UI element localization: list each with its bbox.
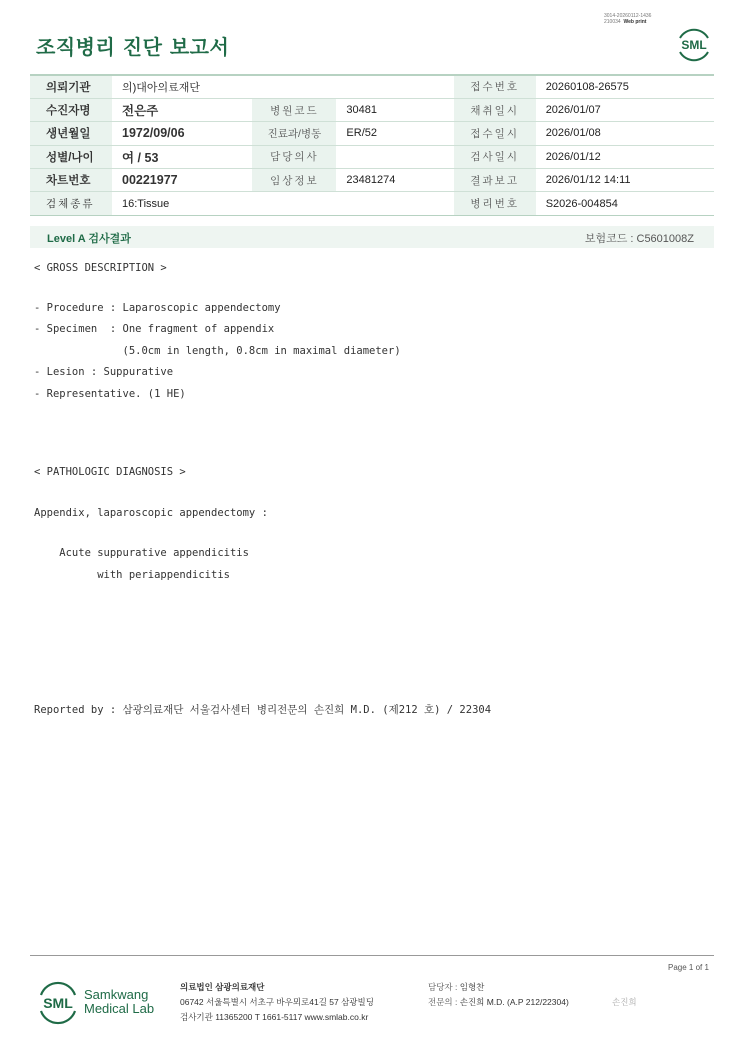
gross-line: - Procedure : Laparoscopic appendectomy — [34, 302, 281, 314]
reported-by: Reported by : 삼광의료재단 서울검사센터 병리전문의 손진희 M.D. (제212 호) / 22304 — [34, 704, 492, 716]
label-result-report: 결과보고 — [454, 169, 536, 192]
pathologic-heading: < PATHOLOGIC DIAGNOSIS > — [34, 466, 186, 478]
label-chart-no: 차트번호 — [30, 169, 112, 192]
print-code-line1: 3014-20260112-1436 — [604, 13, 652, 19]
value-pathology-no: S2026-004854 — [536, 192, 714, 215]
value-hospital-code: 30481 — [336, 98, 453, 121]
value-patient-name: 전은주 — [112, 98, 252, 121]
label-clinical-info: 임상정보 — [252, 169, 336, 192]
page-number: Page 1 of 1 — [668, 963, 709, 972]
table-row — [30, 75, 714, 98]
label-department: 진료과/병동 — [252, 122, 336, 145]
doctor-label: 전문의 : — [428, 997, 458, 1007]
table-row — [30, 192, 714, 215]
print-code — [604, 13, 651, 25]
staff-value: 임형찬 — [459, 982, 485, 992]
report-title: 조직병리 진단 보고서 — [36, 35, 230, 59]
sml-logo-text: SML — [681, 38, 707, 52]
brand-name — [84, 988, 154, 1016]
diagnosis-line: Acute suppurative appendicitis — [34, 547, 249, 559]
label-physician: 담당의사 — [252, 145, 336, 168]
value-department: ER/52 — [336, 122, 453, 145]
org-name: 의료법인 삼광의료재단 — [180, 982, 265, 992]
doctor-value: 손진희 M.D. (A.P 212/22304) — [459, 997, 569, 1007]
gross-line: - Lesion : Suppurative — [34, 366, 174, 378]
table-row — [30, 122, 714, 145]
label-exam-date: 검사일시 — [454, 145, 536, 168]
label-patient-name: 수진자명 — [30, 98, 112, 121]
result-level-bar — [30, 226, 714, 248]
print-code-line2: 210034 — [604, 19, 621, 25]
pathologic-intro: Appendix, laparoscopic appendectomy : — [34, 507, 268, 519]
value-result-report: 2026/01/12 14:11 — [536, 169, 714, 192]
table-row — [30, 145, 714, 168]
value-clinical-info: 23481274 — [336, 169, 453, 192]
gross-line: - Specimen : One fragment of appendix — [34, 323, 275, 335]
label-collection-date: 채취일시 — [454, 98, 536, 121]
value-exam-date: 2026/01/12 — [536, 145, 714, 168]
sml-logo-icon — [674, 24, 714, 64]
value-collection-date: 2026/01/07 — [536, 98, 714, 121]
gross-line: - Representative. (1 HE) — [34, 388, 186, 400]
label-requester: 의뢰기관 — [30, 75, 112, 98]
label-hospital-code: 병원코드 — [252, 98, 336, 121]
value-received-date: 2026/01/08 — [536, 122, 714, 145]
footer-divider — [30, 955, 714, 956]
label-received-date: 접수일시 — [454, 122, 536, 145]
brand-line2: Medical Lab — [84, 1001, 155, 1016]
value-birth-date: 1972/09/06 — [112, 122, 252, 145]
label-pathology-no: 병리번호 — [454, 192, 536, 215]
print-label: Web print — [623, 19, 647, 25]
gross-heading: < GROSS DESCRIPTION > — [34, 262, 167, 274]
insurance-code: 보험코드 : C5601008Z — [584, 233, 694, 245]
value-chart-no: 00221977 — [112, 169, 252, 192]
brand-line1: Samkwang — [84, 987, 149, 1002]
label-birth-date: 생년월일 — [30, 122, 112, 145]
organization-address — [180, 980, 374, 1025]
gross-line: (5.0cm in length, 0.8cm in maximal diameter) — [34, 345, 401, 357]
signature: 손진희 — [612, 998, 637, 1008]
staff-label: 담당자 : — [428, 982, 458, 992]
label-accession-no: 접수번호 — [454, 75, 536, 98]
sml-logo-icon — [36, 981, 80, 1025]
table-row — [30, 98, 714, 121]
label-sex-age: 성별/나이 — [30, 145, 112, 168]
table-row — [30, 169, 714, 192]
contact: 검사기관 11365200 T 1661-5117 www.smlab.co.kr — [180, 1012, 369, 1022]
label-specimen-type: 검체종류 — [30, 192, 112, 215]
value-specimen-type: 16:Tissue — [112, 192, 454, 215]
value-physician — [336, 145, 453, 168]
value-requester: 의)대아의료재단 — [112, 75, 454, 98]
value-sex-age: 여 / 53 — [112, 145, 252, 168]
staff-info — [428, 980, 569, 1010]
value-accession-no: 20260108-26575 — [536, 75, 714, 98]
diagnosis-line: with periappendicitis — [34, 569, 230, 581]
level-label: Level A 검사결과 — [47, 233, 131, 245]
patient-info-table — [30, 74, 714, 216]
address: 06742 서울특별시 서초구 바우뫼로41길 57 삼광빌딩 — [180, 997, 374, 1007]
sml-logo-text: SML — [43, 995, 73, 1011]
